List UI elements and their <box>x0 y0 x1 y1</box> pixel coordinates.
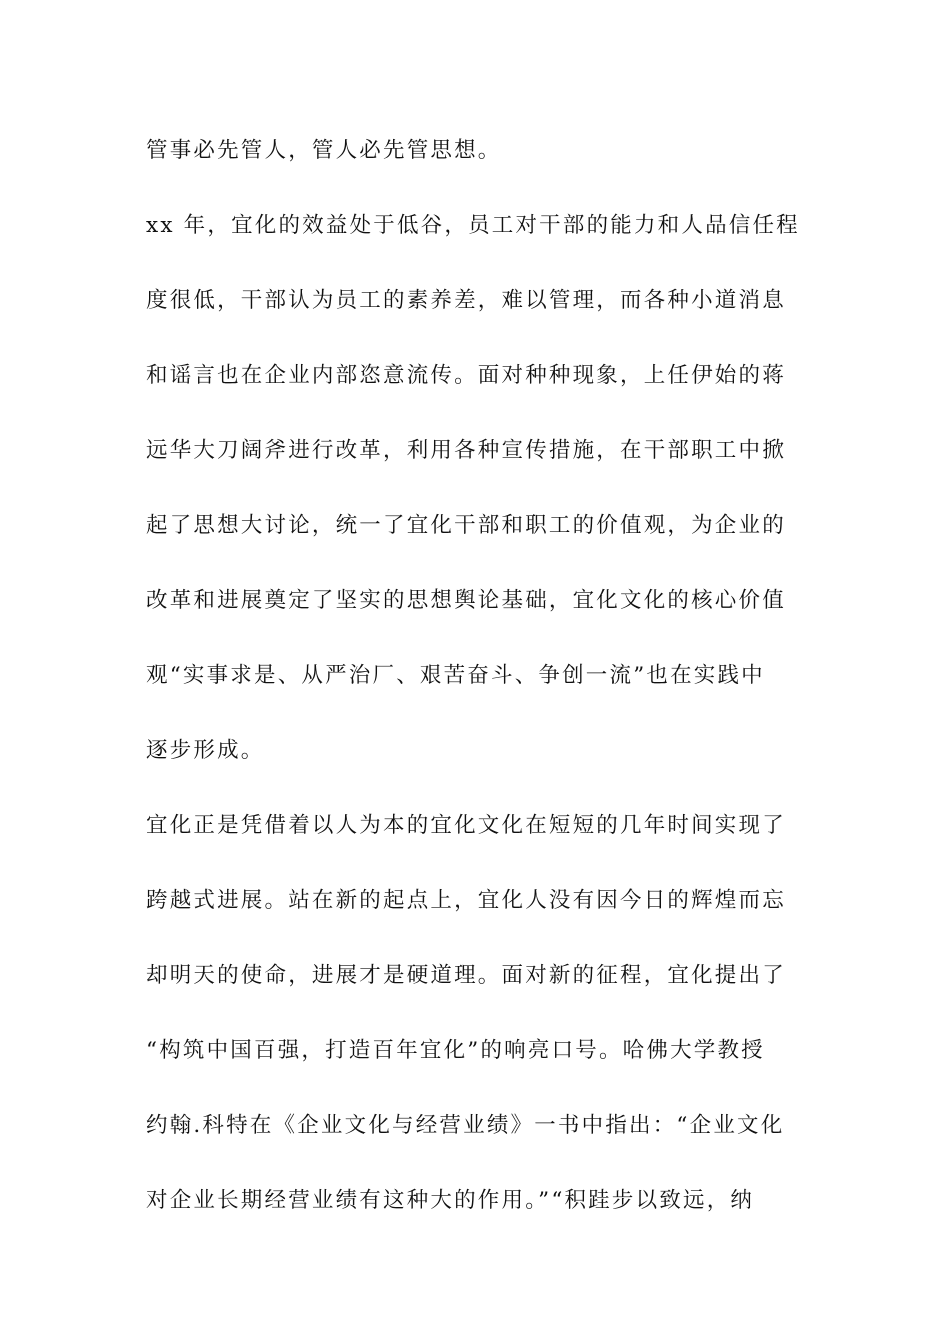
text-line: 和谣言也在企业内部恣意流传。面对种种现象，上任伊始的蒋 <box>146 363 786 388</box>
text-line: 却明天的使命，进展才是硬道理。面对新的征程，宜化提出了 <box>146 963 786 988</box>
text-line: 逐步形成。 <box>146 738 265 763</box>
text-line: 宜化正是凭借着以人为本的宜化文化在短短的几年时间实现了 <box>146 813 786 838</box>
text-line: 跨越式进展。站在新的起点上，宜化人没有因今日的辉煌而忘 <box>146 888 786 913</box>
text-line: “构筑中国百强，打造百年宜化”的响亮口号。哈佛大学教授 <box>146 1038 765 1063</box>
text-line: 度很低，干部认为员工的素养差，难以管理，而各种小道消息 <box>146 288 786 313</box>
text-line: 观“实事求是、从严治厂、艰苦奋斗、争创一流”也在实践中 <box>146 663 765 688</box>
text-line: 管事必先管人，管人必先管思想。 <box>146 138 502 163</box>
text-line: 起了思想大讨论，统一了宜化干部和职工的价值观，为企业的 <box>146 513 786 538</box>
text-line: 远华大刀阔斧进行改革，利用各种宣传措施，在干部职工中掀 <box>146 438 786 463</box>
text-line: 对企业长期经营业绩有这种大的作用。”“积跬步以致远，纳 <box>146 1188 755 1213</box>
text-line: 改革和进展奠定了坚实的思想舆论基础，宜化文化的核心价值 <box>146 588 786 613</box>
text-line: xx 年，宜化的效益处于低谷，员工对干部的能力和人品信任程 <box>146 213 800 238</box>
text-line: 约翰.科特在《企业文化与经营业绩》一书中指出：“企业文化 <box>146 1113 785 1138</box>
